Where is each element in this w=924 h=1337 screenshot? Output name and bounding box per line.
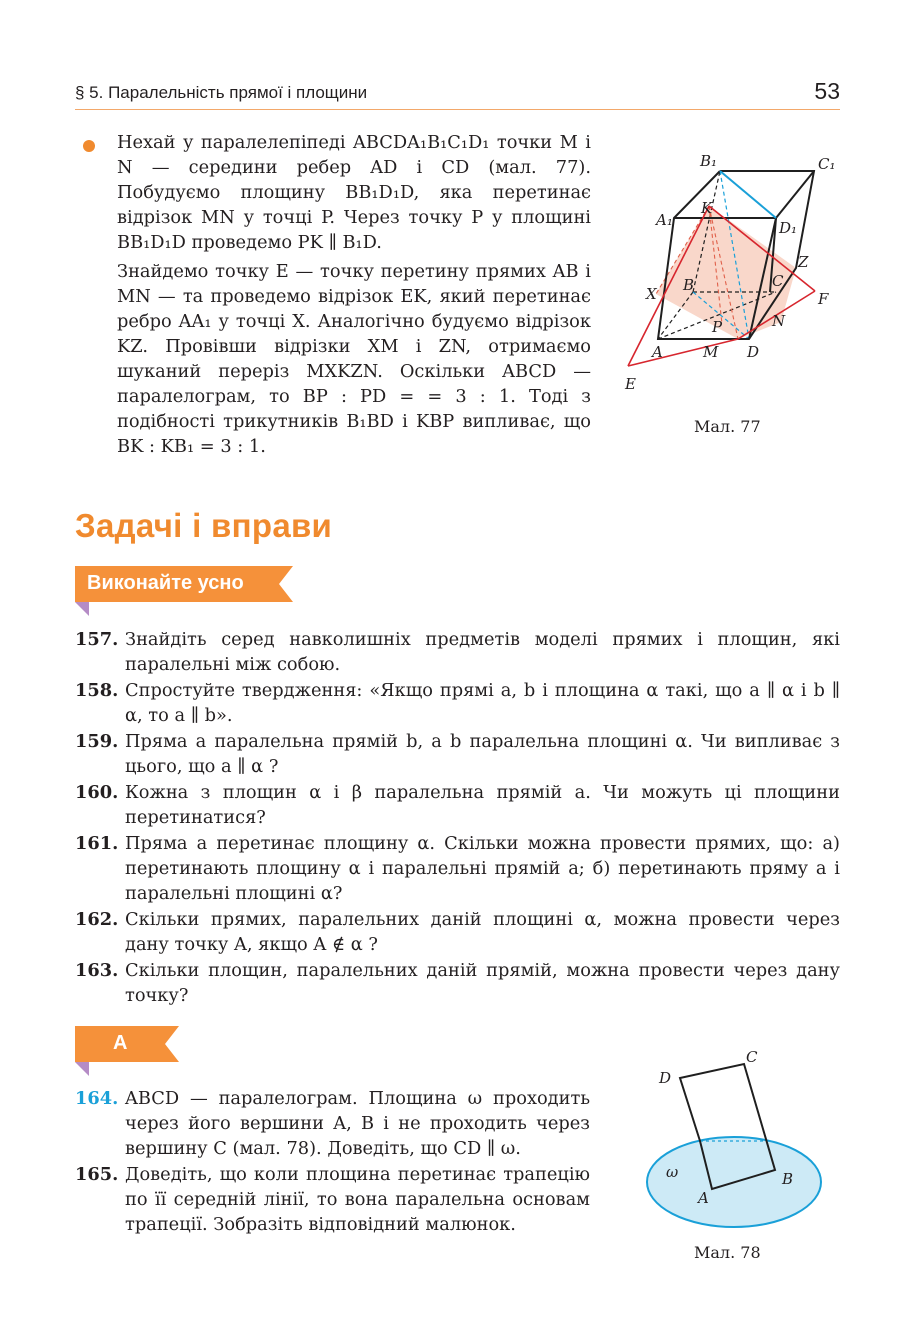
label-D: D: [747, 343, 760, 361]
level-a-tag: [75, 1026, 179, 1062]
problem-158: [75, 678, 840, 728]
label-P: P: [712, 318, 723, 336]
bullet-icon: [83, 140, 95, 152]
solution-paragraph-1: Нехай у паралелепіпеді ABCDA₁B₁C₁D₁ точки M і N — середини ребер AD і CD (мал. 77). Побудуємо площину BB₁D₁D, яка перетинає відрізок MN у точці P. Через точку P у площині BB₁D₁D проведемо PK ∥ B₁D.: [117, 132, 591, 253]
label-M: M: [703, 343, 719, 361]
problem-157: [75, 627, 840, 677]
problem-text: Спростуйте твердження: «Якщо прямі a, b і площина α такі, що a ∥ α і b ∥ α, то a ∥ b».: [125, 680, 840, 726]
label-D1: D₁: [779, 219, 798, 237]
problem-165: [75, 1162, 590, 1237]
page-number: 53: [814, 78, 840, 104]
label-Z: Z: [798, 253, 809, 271]
label-B: B: [782, 1170, 794, 1188]
level-a-label: А: [113, 1032, 128, 1054]
section-title: [75, 507, 332, 545]
problem-text: Кожна з площин α і β паралельна прямій a. Чи можуть ці площини перетинатися?: [125, 782, 840, 828]
label-A: A: [652, 343, 663, 361]
solution-text: [117, 130, 591, 459]
label-E: E: [625, 375, 636, 393]
problem-text: Скільки площин, паралельних даній прямій, можна провести через дану точку?: [125, 960, 840, 1006]
problem-160: [75, 780, 840, 830]
edge-b1d1: [720, 171, 776, 218]
oral-exercises-tag: [75, 566, 293, 602]
problem-161: [75, 831, 840, 906]
figure-77-parallelepiped: [612, 146, 842, 396]
label-X: X: [646, 285, 657, 303]
oral-tag-label: Виконайте усно: [87, 572, 244, 594]
figure-78-parallelogram-plane: [640, 1043, 840, 1233]
label-D: D: [659, 1069, 672, 1087]
problem-number: 165.: [75, 1164, 119, 1185]
problem-163: [75, 958, 840, 1008]
problem-number: 162.: [75, 909, 119, 930]
label-omega: ω: [666, 1163, 679, 1181]
section-title-text: Задачі і вправи: [75, 507, 333, 544]
problem-162: [75, 907, 840, 957]
problem-159: [75, 729, 840, 779]
problem-text: Скільки прямих, паралельних даній площині α, можна провести через дану точку A, якщо A ∉ α ?: [125, 909, 840, 955]
label-C1: C₁: [818, 155, 836, 173]
label-C: C: [772, 272, 784, 290]
problem-number: 157.: [75, 629, 119, 650]
label-B1: B₁: [700, 152, 718, 170]
label-A1: A₁: [656, 211, 673, 229]
figure-77-caption: Мал. 77: [694, 417, 761, 436]
problem-text: Пряма a паралельна прямій b, а b паралельна площині α. Чи випливає з цього, що a ∥ α ?: [125, 731, 840, 777]
label-C: C: [746, 1048, 758, 1066]
problem-number: 159.: [75, 731, 119, 752]
level-a-problems-list: [75, 1086, 590, 1238]
problem-text: ABCD — паралелограм. Площина ω проходить через його вершини A, B і не проходить через вершину C (мал. 78). Доведіть, що CD ∥ ω.: [125, 1088, 590, 1159]
problem-164: [75, 1086, 590, 1161]
problem-text: Доведіть, що коли площина перетинає трапецію по її середній лінії, то вона паралельна основам трапеції. Зобразіть відповідний малюнок.: [125, 1164, 590, 1235]
problem-number: 161.: [75, 833, 119, 854]
header-divider: [75, 109, 840, 110]
problem-text: Пряма a перетинає площину α. Скільки можна провести прямих, що: а) перетинають площину α і паралельні прямій a; б) перетинають пряму a і паралельні площині α?: [125, 833, 840, 904]
running-header-title: § 5. Паралельність прямої і площини: [75, 83, 368, 102]
label-B: B: [683, 276, 695, 294]
problem-number: 158.: [75, 680, 119, 701]
label-N: N: [772, 312, 786, 330]
label-K: K: [701, 199, 713, 217]
label-F: F: [818, 290, 829, 308]
figure-78-caption: Мал. 78: [694, 1243, 761, 1262]
problem-number: 160.: [75, 782, 119, 803]
solution-paragraph-2: Знайдемо точку E — точку перетину прямих AB і MN — та проведемо відрізок EK, який перетинає ребро AA₁ у точці X. Аналогічно будуємо відрізок KZ. Провівши відрізки XM і ZN, отримаємо шуканий переріз MXKZN. Оскільки ABCD — паралелограм, то BP : PD = = 3 : 1. Тоді з подібності трикутників B₁BD і KBP випливає, що BK : KB₁ = 3 : 1.: [117, 261, 591, 457]
problem-number: 163.: [75, 960, 119, 981]
problem-number: 164.: [75, 1088, 119, 1109]
oral-problems-list: [75, 627, 840, 1009]
label-A: A: [698, 1189, 709, 1207]
problem-text: Знайдіть серед навколишніх предметів моделі прямих і площин, які паралельні між собою.: [125, 629, 840, 675]
